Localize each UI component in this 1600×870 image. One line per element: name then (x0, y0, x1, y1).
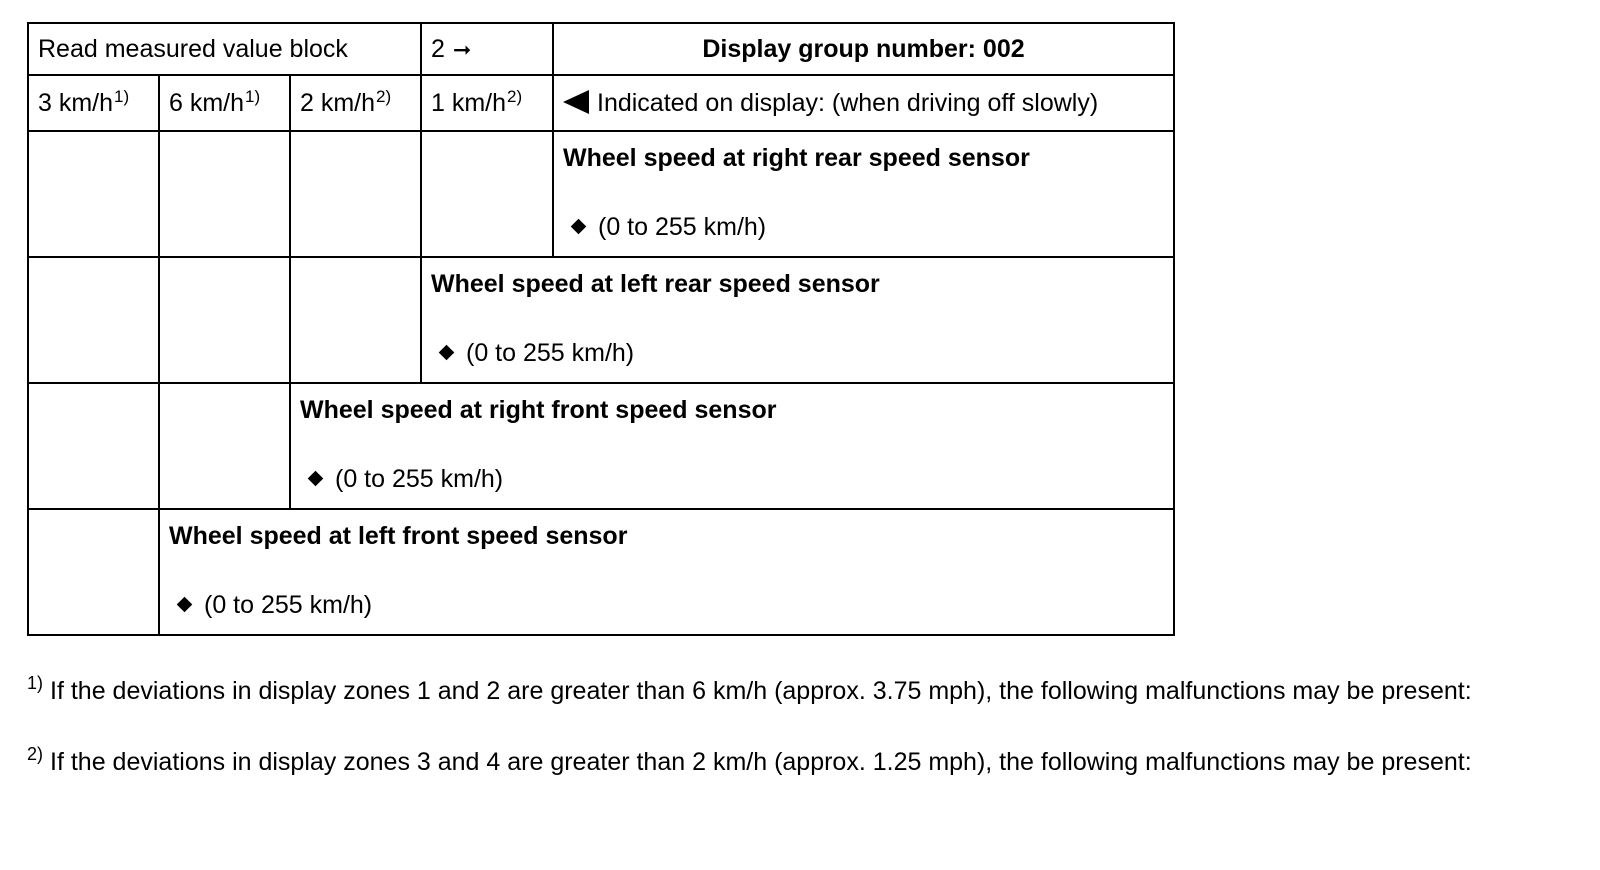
diamond-bullet-icon (177, 597, 193, 613)
diamond-bullet-icon (571, 219, 587, 235)
sensor-range: (0 to 255 km/h) (598, 213, 767, 241)
sensor-row-right-rear (28, 131, 1174, 257)
empty-cell (28, 131, 159, 257)
sensor-range: (0 to 255 km/h) (335, 465, 504, 493)
sensor-row-left-front (28, 509, 1174, 635)
footnote-ref: 1) (245, 86, 261, 106)
sensor-range: (0 to 255 km/h) (204, 591, 373, 619)
display-zone-2: 6 $km/h^{1)}$ (159, 75, 290, 131)
display-zone-1: 3 $km/h^{1)}$ (28, 75, 159, 131)
footnote-2 (27, 744, 1567, 780)
sensor-title: Wheel speed at left rear speed sensor (431, 270, 880, 298)
sensor-range: (0 to 255 km/h) (466, 339, 635, 367)
footnote-ref: 2) (376, 86, 392, 106)
channel-number: 2 (431, 34, 445, 63)
sensor-row-right-front (28, 383, 1174, 509)
empty-cell (421, 131, 553, 257)
sensor-cell-left-rear (421, 257, 1174, 383)
footnote-ref: 1) (114, 86, 130, 106)
footnote-text: If the deviations in display zones 1 and 2 are greater than 6 km/h (approx. 3.75 mph), the following malfunctions may be present: (50, 677, 1472, 705)
empty-cell (28, 509, 159, 635)
sensor-title: Wheel speed at left front speed sensor (169, 522, 628, 550)
right-arrow-icon: ➞ (452, 36, 472, 62)
measured-value-block-table (27, 22, 1175, 636)
display-group-title: Display group number: 002 (553, 23, 1174, 75)
left-pointer-triangle-icon (563, 90, 589, 114)
footnote-text: If the deviations in display zones 3 and 4 are greater than 2 km/h (approx. 1.25 mph), the following malfunctions may be present: (50, 748, 1472, 776)
footnote-mark: 2) (27, 744, 44, 764)
display-zone-3: 2 $km/h^{2)}$ (290, 75, 421, 131)
empty-cell (159, 131, 290, 257)
empty-cell (28, 383, 159, 509)
sensor-cell-left-front (159, 509, 1174, 635)
sensor-title: Wheel speed at right front speed sensor (300, 396, 777, 424)
display-zone-4: 1 $km/h^{2)}$ (421, 75, 553, 131)
channel-cell (421, 23, 553, 75)
footnotes (27, 673, 1567, 780)
indicated-on-display-cell: Indicated on display: (when driving off slowly) (553, 75, 1174, 131)
footnote-mark: 1) (27, 673, 44, 693)
footnote-1 (27, 673, 1567, 709)
diamond-bullet-icon (439, 345, 455, 361)
sensor-row-left-rear (28, 257, 1174, 383)
footnote-ref: 2) (507, 86, 523, 106)
sensor-cell-right-rear (553, 131, 1174, 257)
sensor-cell-right-front (290, 383, 1174, 509)
empty-cell (290, 131, 421, 257)
diamond-bullet-icon (308, 471, 324, 487)
header-row (28, 23, 1174, 75)
empty-cell (159, 383, 290, 509)
empty-cell (290, 257, 421, 383)
empty-cell (159, 257, 290, 383)
read-measured-value-block-label: Read measured value block (28, 23, 421, 75)
empty-cell (28, 257, 159, 383)
sensor-title: Wheel speed at right rear speed sensor (563, 144, 1030, 172)
speed-zones-row (28, 75, 1174, 131)
